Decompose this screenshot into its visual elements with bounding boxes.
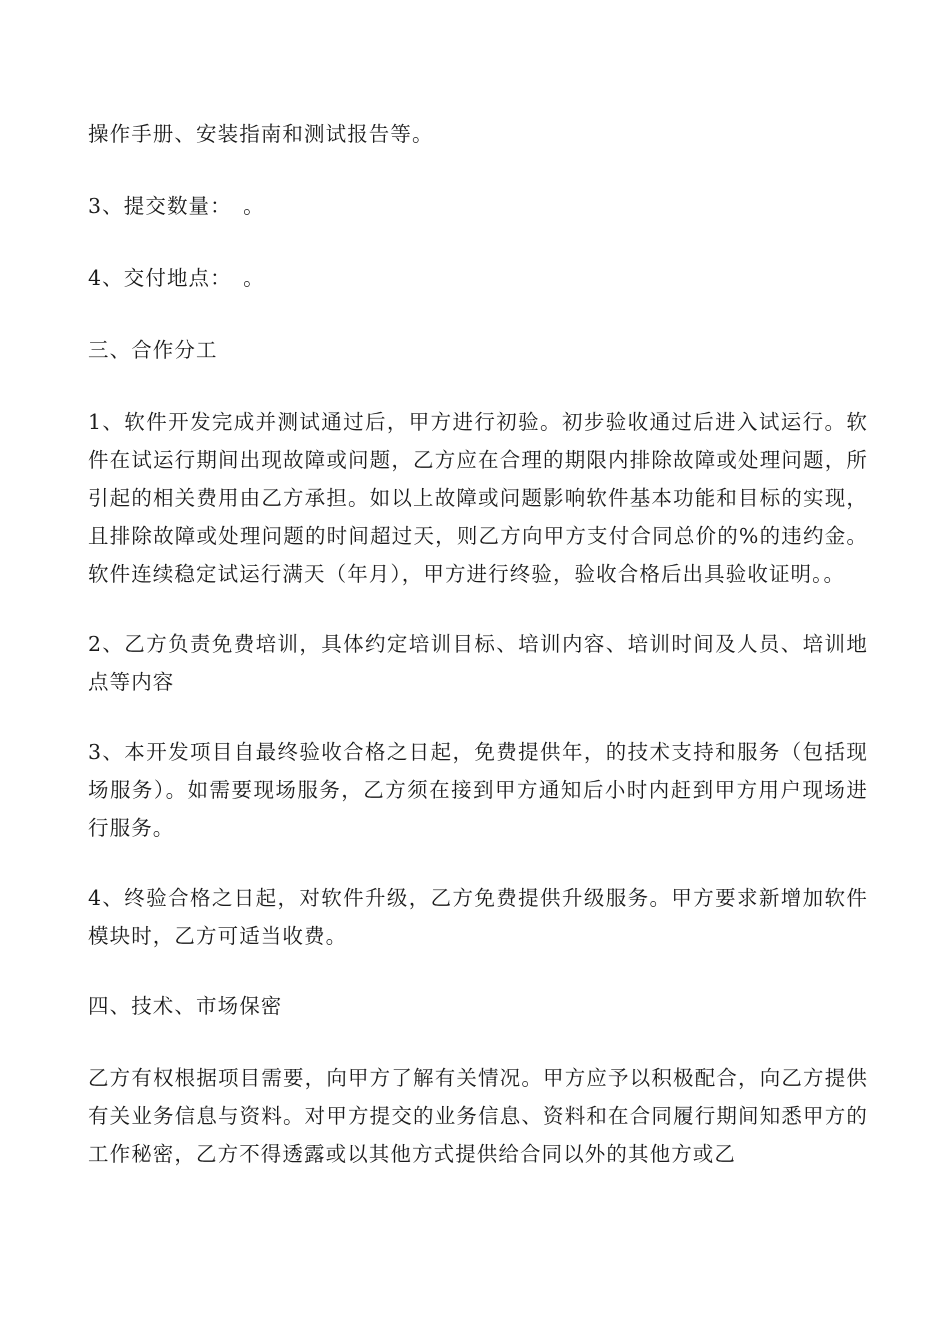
- paragraph-confidentiality: 乙方有权根据项目需要，向甲方了解有关情况。甲方应予以积极配合，向乙方提供有关业务信息与资料。对甲方提交的业务信息、资料和在合同履行期间知悉甲方的工作秘密，乙方不得透露或以其他方式提供给合同以外的其他方或乙: [88, 1066, 868, 1166]
- paragraph-technical-support: 3、本开发项目自最终验收合格之日起，免费提供年，的技术支持和服务（包括现场服务）。如需要现场服务，乙方须在接到甲方通知后小时内赶到甲方用户现场进行服务。: [88, 740, 868, 840]
- paragraph-submission-quantity: 3、提交数量： 。: [88, 194, 265, 218]
- paragraph-acceptance-trial: 1、软件开发完成并测试通过后，甲方进行初验。初步验收通过后进入试运行。软件在试运行期间出现故障或问题，乙方应在合理的期限内排除故障或处理问题，所引起的相关费用由乙方承担。如以上故障或问题影响软件基本功能和目标的实现，且排除故障或处理问题的时间超过天，则乙方向甲方支付合同总价的%的违约金。软件连续稳定试运行满天（年月），甲方进行终验，验收合格后出具验收证明。。: [88, 410, 868, 586]
- paragraph-upgrade-service: 4、终验合格之日起，对软件升级，乙方免费提供升级服务。甲方要求新增加软件模块时，乙方可适当收费。: [88, 886, 868, 948]
- paragraph-deliverables-tail: 操作手册、安装指南和测试报告等。: [88, 122, 434, 146]
- document-body: [88, 115, 868, 1205]
- section-heading-confidentiality: 四、技术、市场保密: [88, 994, 283, 1018]
- paragraph-training: 2、乙方负责免费培训，具体约定培训目标、培训内容、培训时间及人员、培训地点等内容: [88, 632, 868, 694]
- paragraph-delivery-location: 4、交付地点： 。: [88, 266, 265, 290]
- section-heading-cooperation: 三、合作分工: [88, 338, 218, 362]
